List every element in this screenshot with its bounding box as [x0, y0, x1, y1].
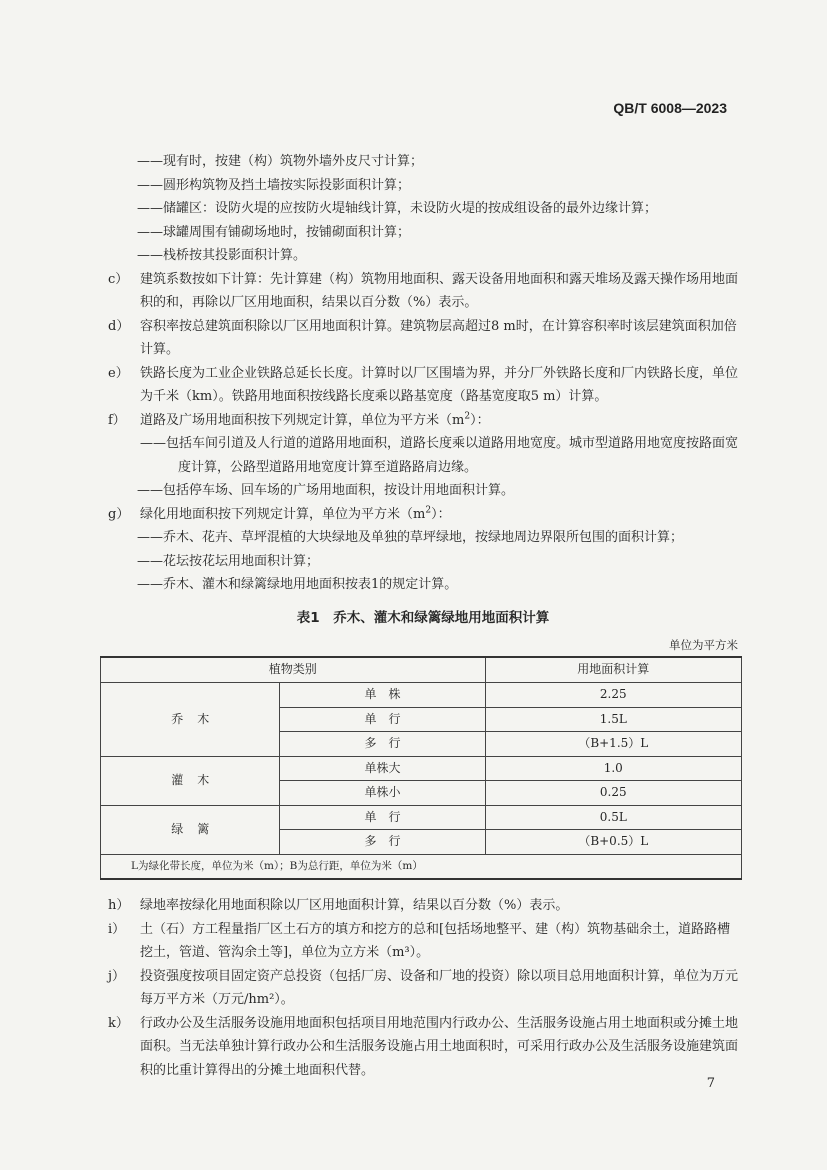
group-name: 灌木	[101, 756, 280, 805]
page-number: 7	[706, 1076, 715, 1091]
clause-label: d）	[108, 318, 130, 334]
area-value: （B+0.5）L	[485, 830, 741, 855]
clause-k	[108, 1012, 738, 1083]
table-unit: 单位为平方米	[669, 638, 738, 652]
standard-code: QB/T 6008—2023	[613, 100, 727, 116]
dash-line: ——栈桥按其投影面积计算。	[137, 248, 307, 263]
clause-label: f）	[108, 412, 126, 428]
clause-label: c）	[108, 271, 129, 287]
clause-text: 投资强度按项目固定资产总投资（包括厂房、设备和厂地的投资）除以项目总用地面积计算，单位为万元每万平方米（万元/hm²）。	[140, 968, 739, 1007]
sub-type: 单 株	[280, 683, 485, 708]
clause-j	[108, 965, 738, 1012]
sub-type: 单 行	[280, 805, 485, 830]
clause-h	[108, 894, 738, 918]
clauses-bottom	[108, 894, 738, 1082]
area-value: 2.25	[485, 683, 741, 708]
clause-label: e）	[108, 365, 129, 381]
clause-text: 行政办公及生活服务设施用地面积包括项目用地范围内行政办公、生活服务设施占用土地面积或分摊土地面积。当无法单独计算行政办公和生活服务设施占用土地面积时，可采用行政办公及生活服务设施建筑面积的比重计算得出的分摊土地面积代替。	[140, 1015, 739, 1078]
clause-d	[108, 315, 738, 362]
clause-text: 容积率按总建筑面积除以厂区用地面积计算。建筑物层高超过8 m时，在计算容积率时该层建筑面积加倍计算。	[140, 318, 737, 357]
sub-type: 多 行	[280, 732, 485, 757]
table-header-row	[101, 657, 742, 683]
clause-text: 绿化用地面积按下列规定计算，单位为平方米$(m^2)$：	[140, 505, 451, 522]
clause-g	[108, 503, 738, 527]
clause-i	[108, 918, 738, 965]
clause-label: j）	[108, 968, 126, 984]
clause-label: i）	[108, 921, 126, 937]
dash-line: ——球罐周围有铺砌场地时，按铺砌面积计算；	[137, 224, 411, 240]
table-row	[101, 683, 742, 708]
clause-label: h）	[108, 898, 130, 913]
dash-list-top	[108, 150, 738, 268]
dash-line: ——包括车间引道及人行道的道路用地面积，道路长度乘以道路用地宽度。城市型道路用地宽度按路面宽度计算，公路型道路用地宽度计算至道路路肩边缘。	[140, 436, 739, 475]
table-note: L为绿化带长度，单位为米（m）；B为总行距，单位为米（m）	[101, 854, 742, 879]
table-row	[101, 756, 742, 781]
table-row	[101, 805, 742, 830]
header-plant-type: 植物类别	[101, 657, 486, 683]
header-area-calc: 用地面积计算	[485, 657, 741, 683]
area-value: 1.5L	[485, 707, 741, 732]
clause-label: g）	[108, 506, 130, 522]
clause-text: 绿地率按绿化用地面积除以厂区用地面积计算，结果以百分数（%）表示。	[140, 898, 569, 913]
dash-line: ——储罐区：设防火堤的应按防火堤轴线计算，未设防火堤的按成组设备的最外边缘计算；	[137, 201, 658, 216]
clause-c	[108, 268, 738, 315]
dash-line: ——包括停车场、回车场的广场用地面积，按设计用地面积计算。	[137, 483, 515, 498]
area-value: （B+1.5）L	[485, 732, 741, 757]
dash-line: ——现有时，按建（构）筑物外墙外皮尺寸计算；	[137, 154, 424, 169]
clause-text: 建筑系数按如下计算：先计算建（构）筑物用地面积、露天设备用地面积和露天堆场及露天操作场用地面积的和，再除以厂区用地面积，结果以百分数（%）表示。	[140, 271, 739, 310]
clause-e	[108, 362, 738, 409]
clause-label: k）	[108, 1015, 129, 1031]
sub-type: 多 行	[280, 830, 485, 855]
area-value: 1.0	[485, 756, 741, 781]
area-value: 0.5L	[485, 805, 741, 830]
table-title: 表1 乔木、灌木和绿篱绿地用地面积计算	[296, 609, 550, 626]
dash-line: ——花坛按花坛用地面积计算；	[137, 553, 320, 569]
group-name: 乔木	[101, 683, 280, 757]
area-value: 0.25	[485, 781, 741, 806]
table-note-row	[101, 854, 742, 879]
dash-line: ——乔木、灌木和绿篱绿地用地面积按表1的规定计算。	[137, 577, 458, 592]
clause-text: 道路及广场用地面积按下列规定计算，单位为平方米$(m^2)$：	[140, 411, 490, 428]
dash-line: ——乔木、花卉、草坪混植的大块绿地及单独的草坪绿地，按绿地周边界限所包围的面积计算；	[137, 530, 684, 545]
sub-type: 单株小	[280, 781, 485, 806]
document-body	[108, 150, 738, 1082]
green-area-table	[100, 656, 742, 880]
group-name: 绿篱	[101, 805, 280, 854]
dash-line: ——圆形构筑物及挡土墙按实际投影面积计算；	[137, 177, 411, 193]
clause-text: 铁路长度为工业企业铁路总延长长度。计算时以厂区围墙为界，并分厂外铁路长度和厂内铁路长度，单位为千米（km）。铁路用地面积按线路长度乘以路基宽度（路基宽度取5 m）计算。	[140, 365, 739, 404]
sub-type: 单 行	[280, 707, 485, 732]
sub-type: 单株大	[280, 756, 485, 781]
clause-text: 土（石）方工程量指厂区土石方的填方和挖方的总和[包括场地整平、建（构）筑物基础余土，道路路槽挖土，管道、管沟余土等]，单位为立方米（m³）。	[140, 921, 731, 960]
clause-f	[108, 409, 738, 433]
